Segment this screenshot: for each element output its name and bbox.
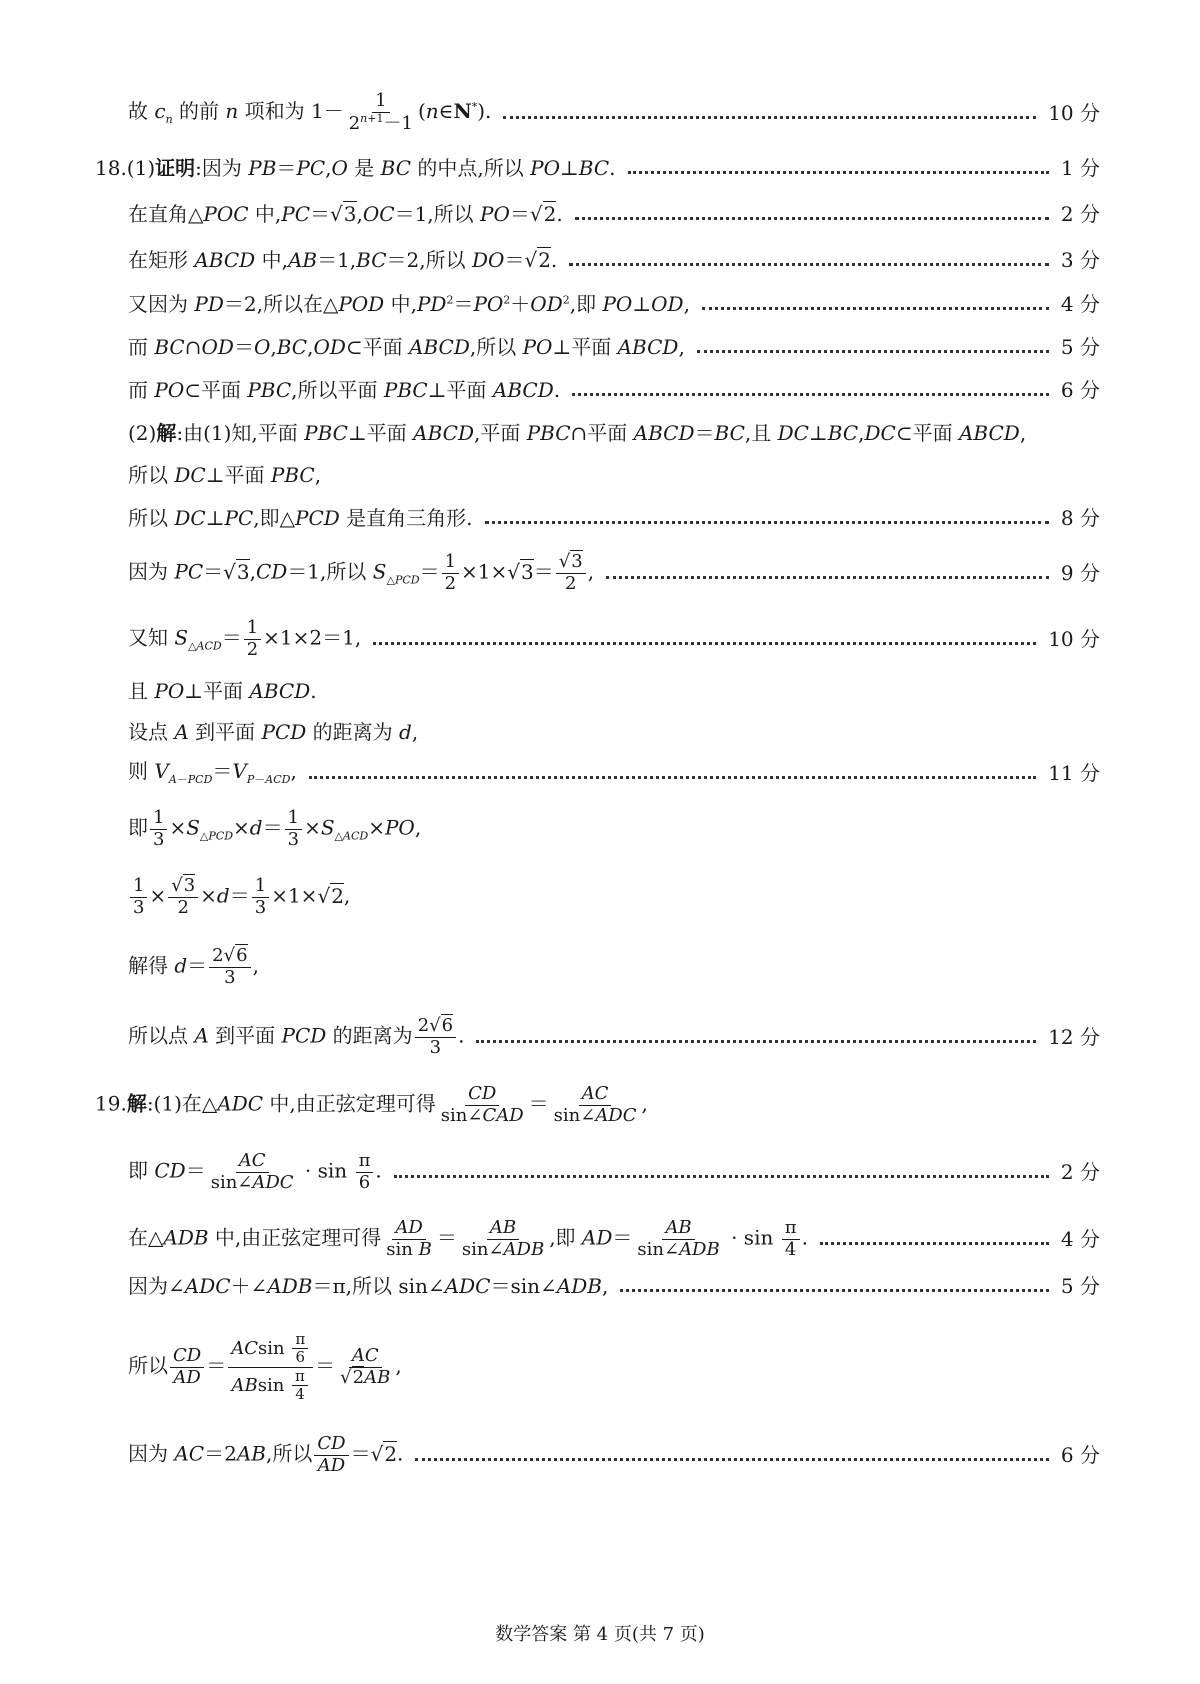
line-text: 即 $\frac{1}{3}$ $\times S_{\triangle PCD}\times d=$ $\frac{1}{3}$ $\times S_{\triangle ACD}\times PO$, — [128, 806, 422, 850]
dot-leader — [373, 642, 1036, 645]
line-text: 所以 DC⊥平面 PBC, — [128, 463, 322, 487]
line-text: 在△ADB 中,由正弦定理可得 $\frac{AD}{\text{sin B}}$ ＝ $\frac{AB}{\text{sin∠ADB}}$ ,即 AD＝ $\frac{AB}{\text{sin∠ADB}}$ · sin $\frac{\pi}{4}$ . — [128, 1216, 808, 1260]
answer-line — [95, 155, 1100, 181]
score-label: 9 分 — [1060, 561, 1100, 585]
line-text: $\frac{1}{3}$ × $\frac{√3}{2}$ ×d＝ $\frac{1}{3}$ ×1×√2, — [128, 876, 350, 918]
answer-line — [128, 247, 1100, 273]
line-text: 且 PO⊥平面 ABCD. — [128, 679, 317, 703]
line-text: 故 $c_n$ 的前 n 项和为 1－ $\frac{1}{2^{n+1}-1}$ (n∈N*). — [128, 90, 492, 134]
score-label: 2 分 — [1060, 202, 1100, 226]
line-text: 在直角△POC 中,PC＝√3,OC＝1,所以 PO＝√2. — [128, 202, 563, 226]
answer-line — [128, 940, 1100, 994]
answer-line — [95, 1078, 1100, 1132]
answer-line — [128, 1010, 1100, 1064]
answer-line — [128, 462, 1100, 488]
answer-line — [128, 505, 1100, 531]
line-text: 即 CD＝ $\frac{AC}{\text{sin∠ADC}}$ · sin $\frac{\pi}{6}$ . — [128, 1149, 382, 1193]
dot-leader — [620, 1289, 1049, 1292]
line-text: 在矩形 ABCD 中,AB＝1,BC＝2,所以 DO＝√2. — [128, 248, 558, 272]
line-text: 又因为 PD＝2,所以在△POD 中$,PD^2=PO^2+OD^2$,即 PO⊥OD, — [128, 292, 690, 316]
dot-leader — [415, 1458, 1049, 1461]
score-label: 3 分 — [1060, 248, 1100, 272]
dot-leader — [820, 1242, 1049, 1245]
line-text: 19.解:(1)在△ADC 中,由正弦定理可得 $\frac{CD}{\text{sin∠CAD}}$ ＝ $\frac{AC}{\text{sin∠ADC}}$ , — [95, 1082, 648, 1126]
score-label: 4 分 — [1060, 1227, 1100, 1251]
answer-line — [128, 870, 1100, 924]
dot-leader — [702, 307, 1049, 310]
dot-leader — [569, 263, 1049, 266]
dot-leader — [309, 776, 1036, 779]
answer-line — [128, 548, 1100, 598]
dot-leader — [606, 576, 1049, 579]
answer-line — [128, 90, 1100, 134]
score-label: 8 分 — [1060, 506, 1100, 530]
answer-line — [128, 201, 1100, 227]
answer-line — [128, 760, 1100, 786]
score-label: 10 分 — [1048, 101, 1100, 125]
dot-leader — [485, 521, 1049, 524]
score-label: 2 分 — [1060, 1160, 1100, 1184]
line-text: 所以 $\frac{CD}{AD}$ ＝ ACsin $\frac{\pi}{6}$ ABsin $\frac{\pi}{4}$ ＝ $\frac{AC}{√2AB}$ , — [128, 1330, 402, 1403]
line-text: 所以 DC⊥PC,即△PCD 是直角三角形. — [128, 506, 473, 530]
dot-leader — [394, 1175, 1049, 1178]
answer-line — [128, 719, 1100, 745]
answer-line — [128, 1145, 1100, 1199]
answer-line — [128, 804, 1100, 854]
line-text: 又知 $S_{\triangle ACD}=$ $\frac{1}{2}$ ×1×2＝1, — [128, 616, 362, 660]
score-label: 11 分 — [1048, 761, 1100, 785]
line-text: 18.(1)证明:因为 PB＝PC,O 是 BC 的中点,所以 PO⊥BC. — [95, 156, 616, 180]
score-label: 10 分 — [1048, 627, 1100, 651]
page-footer: 数学答案 第 4 页(共 7 页) — [495, 1624, 705, 1645]
line-text: 因为 AC＝2AB,所以 $\frac{CD}{AD}$ ＝√2. — [128, 1432, 404, 1476]
line-text: 所以点 A 到平面 PCD 的距离为 $\frac{2√6}{3}$ . — [128, 1014, 465, 1058]
line-text: 因为∠ADC＋∠ADB＝π,所以 sin∠ADC＝sin∠ADB, — [128, 1274, 609, 1298]
answer-line — [128, 1322, 1100, 1412]
score-label: 5 分 — [1060, 335, 1100, 359]
answer-line — [128, 334, 1100, 360]
line-text: (2)解:由(1)知,平面 PBC⊥平面 ABCD,平面 PBC∩平面 ABCD＝BC,且 DC⊥BC,DC⊂平面 ABCD, — [128, 421, 1027, 445]
answer-line — [128, 1212, 1100, 1266]
score-label: 12 分 — [1048, 1025, 1100, 1049]
dot-leader — [575, 217, 1049, 220]
score-label: 1 分 — [1060, 156, 1100, 180]
dot-leader — [503, 116, 1036, 119]
score-label: 6 分 — [1060, 1443, 1100, 1467]
answer-line — [128, 1273, 1100, 1299]
score-label: 5 分 — [1060, 1274, 1100, 1298]
dot-leader — [697, 350, 1049, 353]
score-label: 6 分 — [1060, 378, 1100, 402]
line-text: 则 $V_{A-PCD}=V_{P-ACD}$, — [128, 759, 297, 787]
line-text: 而 BC∩OD＝O,BC,OD⊂平面 ABCD,所以 PO⊥平面 ABCD, — [128, 335, 685, 359]
dot-leader — [628, 171, 1049, 174]
line-text: 解得 d＝ $\frac{2√6}{3}$ , — [128, 944, 259, 988]
line-text: 而 PO⊂平面 PBC,所以平面 PBC⊥平面 ABCD. — [128, 378, 561, 402]
answer-line — [128, 420, 1100, 446]
answer-line — [128, 678, 1100, 704]
score-label: 4 分 — [1060, 292, 1100, 316]
dot-leader — [572, 393, 1049, 396]
answer-line — [128, 377, 1100, 403]
answer-line — [128, 614, 1100, 664]
line-text: 设点 A 到平面 PCD 的距离为 d, — [128, 720, 419, 744]
line-text: 因为 PC＝√3,CD＝1,所以 $S_{\triangle PCD}=$ $\frac{1}{2}$ ×1×√3＝ $\frac{√3}{2}$ , — [128, 550, 595, 594]
answer-line — [128, 1428, 1100, 1482]
answer-line — [128, 291, 1100, 317]
dot-leader — [476, 1040, 1036, 1043]
